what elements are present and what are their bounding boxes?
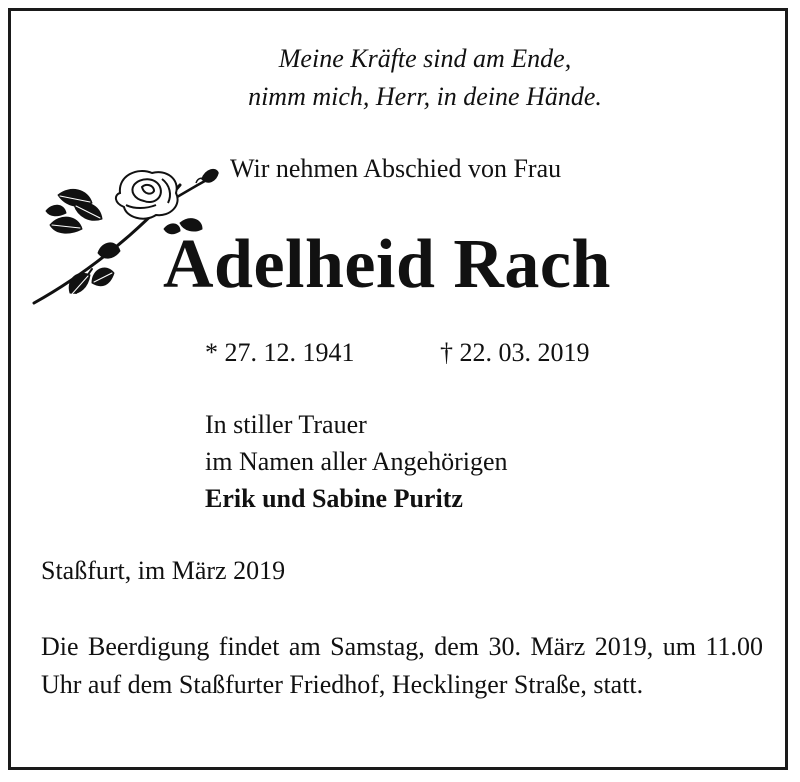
mourning-line-1: In stiller Trauer bbox=[205, 410, 367, 439]
intro-text: Wir nehmen Abschied von Frau bbox=[230, 154, 562, 183]
mourner-names: Erik und Sabine Puritz bbox=[205, 484, 463, 513]
birth-date: * 27. 12. 1941 bbox=[205, 338, 355, 367]
death-date: † 22. 03. 2019 bbox=[440, 338, 590, 367]
funeral-notice: Die Beerdigung findet am Samstag, dem 30. März 2019, um 11.00 Uhr auf dem Staßfurter Friedhof, Hecklinger Straße, statt. bbox=[41, 632, 763, 699]
verse-line-1: Meine Kräfte sind am Ende, bbox=[278, 44, 572, 73]
verse-line-2: nimm mich, Herr, in deine Hände. bbox=[248, 82, 602, 111]
place-date: Staßfurt, im März 2019 bbox=[41, 556, 286, 585]
deceased-name: Adelheid Rach bbox=[163, 226, 611, 303]
mourning-line-2: im Namen aller Angehörigen bbox=[205, 447, 508, 476]
